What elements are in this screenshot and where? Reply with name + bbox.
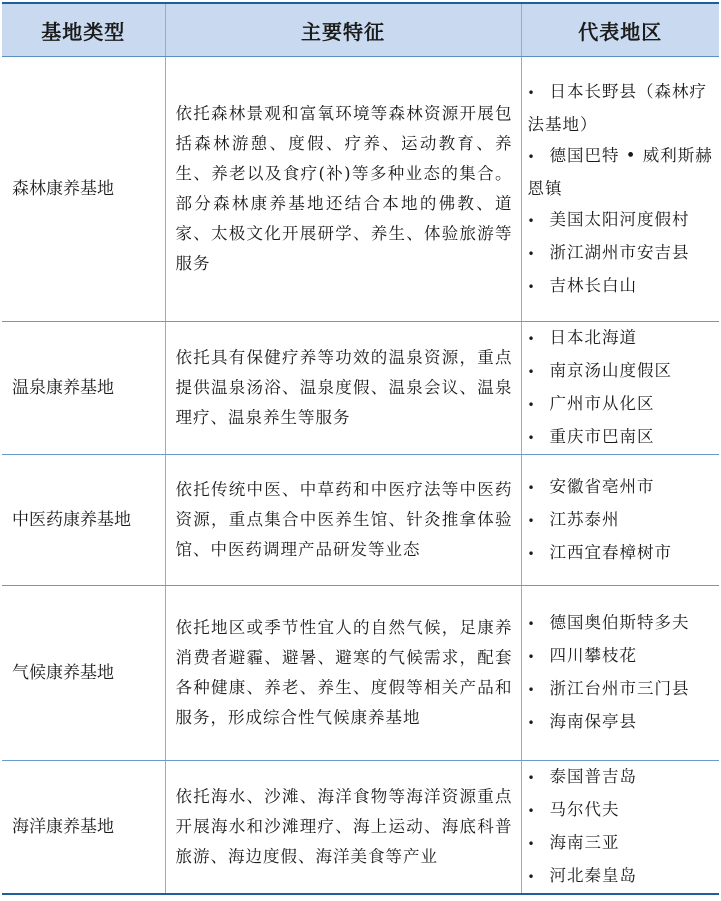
table-row-hot-spring bbox=[2, 322, 719, 455]
region-label: 四川攀枝花 bbox=[549, 646, 637, 665]
table-row-forest bbox=[2, 57, 719, 322]
region-label: 南京汤山度假区 bbox=[549, 361, 672, 380]
region-label: 江苏泰州 bbox=[549, 509, 620, 529]
region-label: 江西宜春樟树市 bbox=[549, 542, 672, 562]
bullet-icon: • bbox=[527, 85, 536, 100]
base-type-cell: 气候康养基地 bbox=[2, 586, 165, 761]
bullet-icon: • bbox=[527, 279, 536, 294]
bullet-icon: • bbox=[527, 650, 536, 664]
features-cell: 依托地区或季节性宜人的自然气候，足康养消费者避霾、避暑、避寒的气候需求，配套各种健康、养老、养生、度假等相关产品和服务，形成综合性气候康养基地 bbox=[165, 586, 521, 761]
features-cell: 依托森林景观和富氧环境等森林资源开展包括森林游憩、度假、疗养、运动教育、养生、养老以及食疗(补)等多种业态的集合。部分森林康养基地还结合本地的佛教、道家、太极文化开展研学、养生、体验旅游等服务 bbox=[165, 57, 521, 322]
bullet-icon: • bbox=[527, 365, 536, 379]
region-list bbox=[528, 76, 714, 303]
region-list bbox=[528, 471, 714, 570]
region-label: 河北秦皇岛 bbox=[549, 866, 637, 885]
features-cell: 依托传统中医、中草药和中医疗法等中医药资源，重点集合中医养生馆、针灸推拿体验馆、中医药调理产品研发等业态 bbox=[165, 455, 521, 586]
bullet-icon: • bbox=[527, 513, 536, 528]
region-label: 日本北海道 bbox=[549, 328, 637, 347]
table-row-tcm bbox=[2, 455, 719, 586]
table-header-row bbox=[2, 3, 719, 57]
region-list bbox=[528, 761, 714, 893]
region-item bbox=[528, 388, 714, 421]
table-row-ocean bbox=[2, 761, 719, 895]
region-item bbox=[528, 270, 714, 303]
region-label: 美国太阳河度假村 bbox=[549, 209, 690, 229]
region-label: 广州市从化区 bbox=[549, 394, 655, 413]
regions-cell bbox=[521, 57, 719, 322]
region-list bbox=[528, 607, 714, 739]
bullet-icon: • bbox=[527, 617, 536, 631]
regions-cell bbox=[521, 586, 719, 761]
bullet-icon: • bbox=[527, 149, 536, 164]
features-cell: 依托海水、沙滩、海洋食物等海洋资源重点开展海水和沙滩理疗、海上运动、海底科普旅游、海边度假、海洋美食等产业 bbox=[165, 761, 521, 895]
regions-cell bbox=[521, 761, 719, 895]
regions-cell bbox=[521, 455, 719, 586]
bullet-icon: • bbox=[527, 771, 536, 785]
bullet-icon: • bbox=[527, 398, 536, 412]
bullet-icon: • bbox=[527, 246, 536, 261]
bullet-icon: • bbox=[527, 683, 536, 697]
region-item bbox=[528, 504, 714, 537]
region-item bbox=[528, 76, 714, 140]
region-item bbox=[528, 673, 714, 706]
bullet-icon: • bbox=[527, 870, 536, 884]
base-type-cell: 海洋康养基地 bbox=[2, 761, 165, 895]
bullet-icon: • bbox=[527, 804, 536, 818]
region-label: 重庆市巴南区 bbox=[549, 427, 655, 446]
region-label: 吉林长白山 bbox=[549, 275, 637, 295]
bullet-icon: • bbox=[527, 332, 536, 346]
header-main-features: 主要特征 bbox=[165, 3, 521, 57]
region-label: 浙江台州市三门县 bbox=[549, 679, 690, 698]
region-item bbox=[528, 421, 714, 454]
region-label: 德国奥伯斯特多夫 bbox=[549, 613, 690, 632]
features-cell: 依托具有保健疗养等功效的温泉资源，重点提供温泉汤浴、温泉度假、温泉会议、温泉理疗、温泉养生等服务 bbox=[165, 322, 521, 455]
region-item bbox=[528, 640, 714, 673]
base-type-cell: 森林康养基地 bbox=[2, 57, 165, 322]
base-type-table bbox=[2, 2, 719, 895]
base-type-cell: 温泉康养基地 bbox=[2, 322, 165, 455]
region-item bbox=[528, 355, 714, 388]
region-label: 海南保亭县 bbox=[549, 712, 637, 731]
region-item bbox=[528, 706, 714, 739]
region-list bbox=[528, 322, 714, 454]
table-row-climate bbox=[2, 586, 719, 761]
region-label: 日本长野县（森林疗法基地） bbox=[527, 81, 707, 134]
header-representative-regions: 代表地区 bbox=[521, 3, 719, 57]
bullet-icon: • bbox=[527, 837, 536, 851]
region-item bbox=[528, 607, 714, 640]
region-item bbox=[528, 204, 714, 237]
bullet-icon: • bbox=[527, 480, 536, 495]
bullet-icon: • bbox=[527, 213, 536, 228]
bullet-icon: • bbox=[527, 431, 536, 445]
regions-cell bbox=[521, 322, 719, 455]
region-item bbox=[528, 860, 714, 893]
region-label: 浙江湖州市安吉县 bbox=[549, 242, 690, 262]
bullet-icon: • bbox=[527, 546, 536, 561]
header-base-type: 基地类型 bbox=[2, 3, 165, 57]
bullet-icon: • bbox=[527, 716, 536, 730]
region-item bbox=[528, 537, 714, 570]
region-item bbox=[528, 237, 714, 270]
region-item bbox=[528, 140, 714, 204]
base-type-cell: 中医药康养基地 bbox=[2, 455, 165, 586]
region-item bbox=[528, 761, 714, 794]
region-item bbox=[528, 827, 714, 860]
region-item bbox=[528, 471, 714, 504]
region-label: 马尔代夫 bbox=[549, 800, 620, 819]
region-label: 海南三亚 bbox=[549, 833, 620, 852]
region-label: 安徽省亳州市 bbox=[549, 476, 655, 496]
region-label: 泰国普吉岛 bbox=[549, 767, 637, 786]
region-item bbox=[528, 794, 714, 827]
region-item bbox=[528, 322, 714, 355]
region-label: 德国巴特 • 威利斯赫恩镇 bbox=[527, 145, 713, 198]
